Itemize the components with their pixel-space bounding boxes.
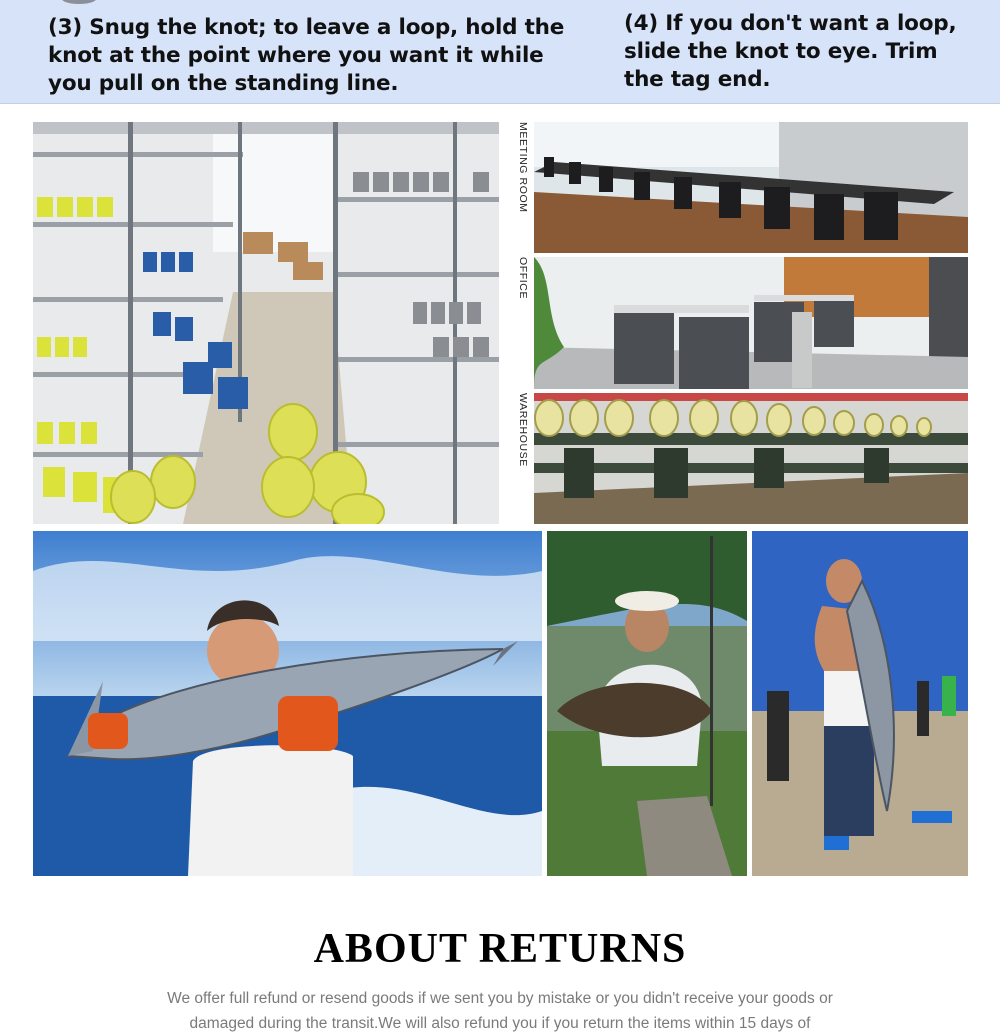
warehouse-photo bbox=[534, 393, 968, 524]
office-label: OFFICE bbox=[517, 257, 529, 300]
about-returns-text: We offer full refund or resend goods if we sent you by mistake or you didn't receive your goods or damaged during the transit.We will also refund you if you return the items within 15 days of bbox=[167, 990, 833, 1032]
warehouse-label: WAREHOUSE bbox=[517, 393, 529, 467]
storage-shelves-photo bbox=[33, 122, 499, 524]
angler-pacu-photo bbox=[547, 531, 747, 876]
instruction-step-4: (4) If you don't want a loop, slide the knot to eye. Trim the tag end. bbox=[624, 11, 957, 92]
meeting-room-label: MEETING ROOM bbox=[517, 122, 529, 213]
angler-wahoo-photo bbox=[33, 531, 542, 876]
banner-divider bbox=[0, 103, 1000, 104]
meeting-room-photo bbox=[534, 122, 968, 253]
instruction-step-3: (3) Snug the knot; to leave a loop, hold the knot at the point where you want it while you pull on the standing line. bbox=[48, 15, 565, 96]
about-returns-title: ABOUT RETURNS bbox=[313, 926, 687, 972]
diagram-fragment bbox=[62, 0, 96, 4]
angler-beach-photo bbox=[752, 531, 968, 876]
office-photo bbox=[534, 257, 968, 389]
knot-instructions-banner bbox=[0, 0, 1000, 104]
